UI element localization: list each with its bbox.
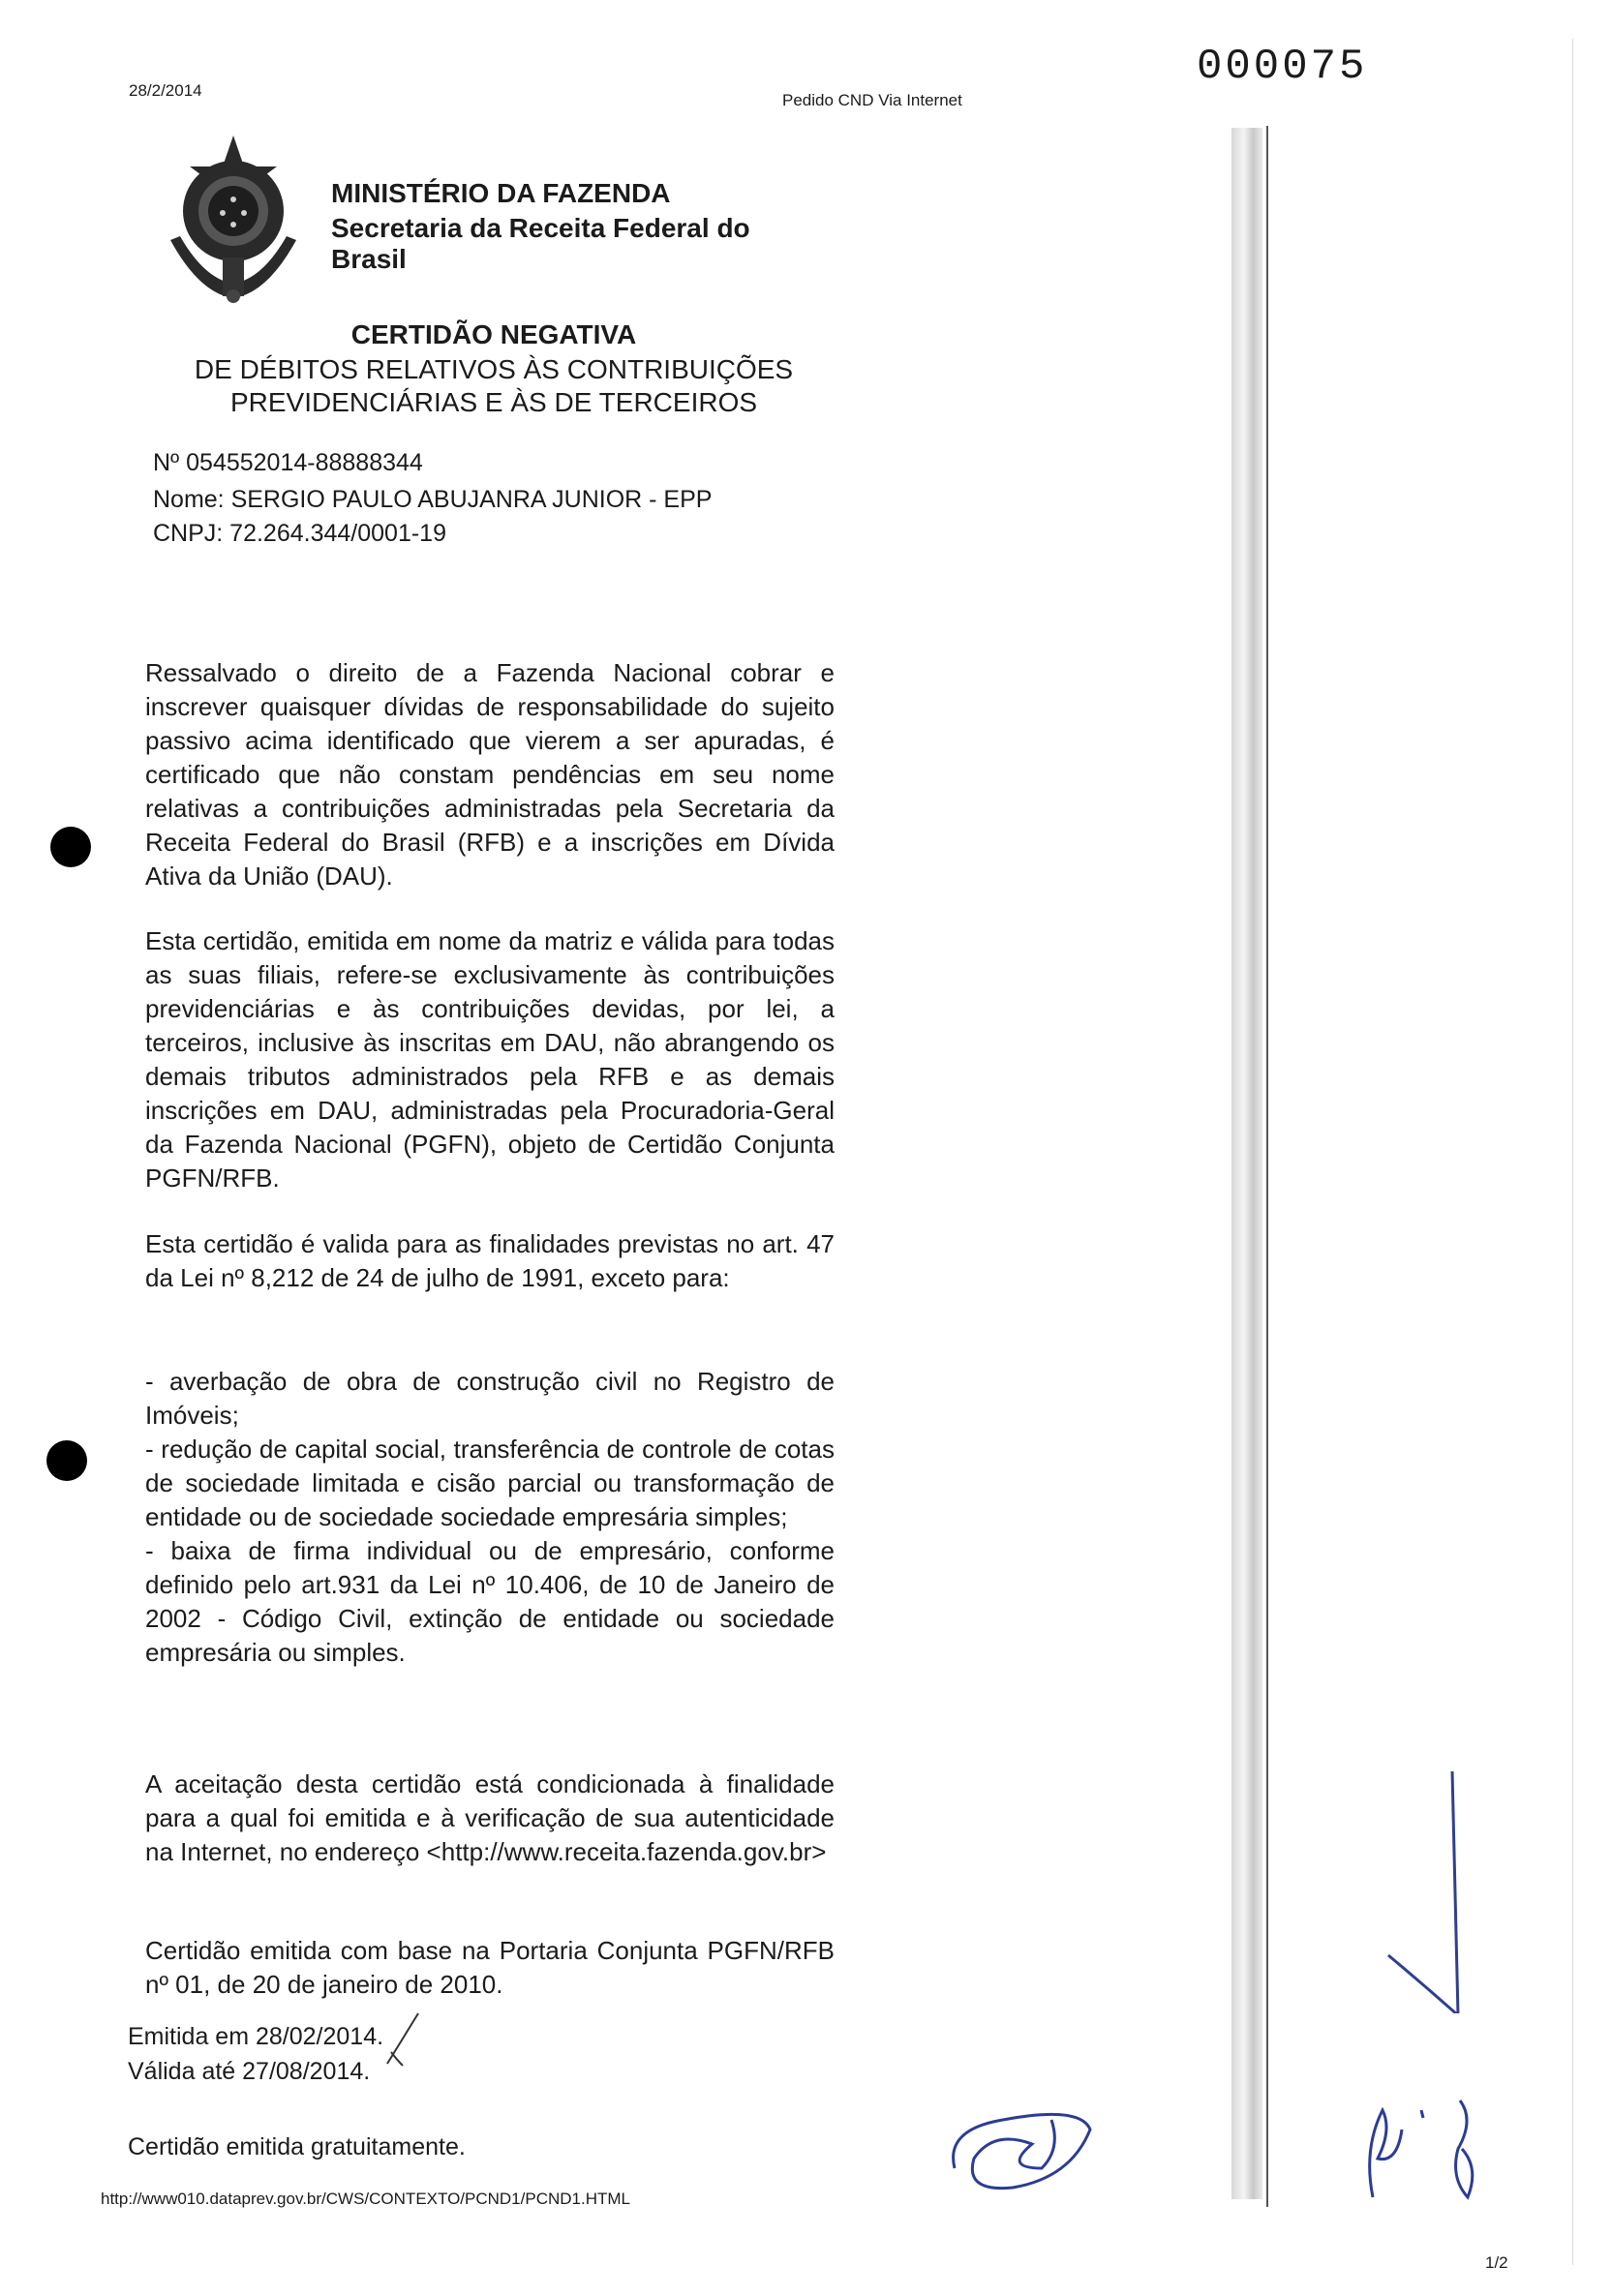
punch-hole [50, 827, 91, 867]
handwritten-rubric-icon [945, 2091, 1100, 2197]
body-paragraph: A aceitação desta certidão está condicionada à finalidade para a qual foi emitida e à verificação de sua autenticidade na Internet, no endereço <http://www.receita.fazenda.gov.br> [145, 1769, 835, 1866]
body-paragraph: Ressalvado o direito de a Fazenda Nacional cobrar e inscrever quaisquer dívidas de responsabilidade do sujeito passivo acima identificado que vierem a ser apuradas, é certificado que não constam pendências em seu nome relativas a contribuições administradas pela Secretaria da Receita Federal do Brasil (RFB) e a inscrições em Dívida Ativa da União (DAU). [145, 658, 835, 891]
body-paragraph: Esta certidão, emitida em nome da matriz e válida para todas as suas filiais, refere-se exclusivamente às contribuições previdenciárias e às contribuições devidas, por lei, a terceiros, inclusive às inscritas em DAU, não abrangendo os demais tributos administrados pela RFB e as demais inscrições em DAU, administradas pela Procuradoria-Geral da Fazenda Nacional (PGFN), objeto de Certidão Conjunta PGFN/RFB. [145, 926, 835, 1193]
secretariat-name-line1: Secretaria da Receita Federal do [331, 213, 750, 243]
body-paragraph: Esta certidão é valida para as finalidades previstas no art. 47 da Lei nº 8,212 de 24 de julho de 1991, exceto para: [145, 1229, 835, 1292]
exceptions-list: - averbação de obra de construção civil no Registro de Imóveis; - redução de capital social, transferência de controle de cotas de sociedade limitada e cisão parcial ou transformação de entidade ou de sociedade sociedade empresária simples; - baixa de firma individual ou de empresário, conforme definido pelo art.931 da Lei nº 10.406, de 10 de Janeiro de 2002 - Código Civil, extinção de entidade ou sociedade empresária ou simples. [145, 1367, 835, 1667]
handwritten-folio-mark-icon [1353, 2091, 1499, 2207]
punch-hole [46, 1440, 87, 1481]
issued-date: Emitida em 28/02/2014. [128, 2023, 384, 2050]
print-source: Pedido CND Via Internet [782, 91, 962, 109]
ministry-name: MINISTÉRIO DA FAZENDA [331, 178, 671, 208]
scan-binding-line [1266, 126, 1268, 2207]
certificate-subtitle-line1: DE DÉBITOS RELATIVOS ÀS CONTRIBUIÇÕES [194, 354, 794, 384]
footer-url: http://www010.dataprev.gov.br/CWS/CONTEXTO/PCND1/PCND1.HTML [101, 2190, 630, 2208]
holder-name: Nome: SERGIO PAULO ABUJANRA JUNIOR - EPP [153, 486, 713, 513]
certificate-number: Nº 054552014-88888344 [153, 449, 423, 476]
page-number: 1/2 [1485, 2253, 1508, 2272]
page-edge-rule [1572, 39, 1573, 2265]
secretariat-name-line2: Brasil [331, 244, 407, 274]
free-issuance-note: Certidão emitida gratuitamente. [128, 2133, 466, 2160]
certificate-title: CERTIDÃO NEGATIVA [350, 319, 637, 349]
page-stamp-number: 000075 [1197, 43, 1368, 91]
brazil-coat-of-arms-icon [161, 134, 306, 308]
handwritten-tick-icon [383, 2009, 422, 2068]
holder-cnpj: CNPJ: 72.264.344/0001-19 [153, 520, 446, 547]
body-paragraph: Certidão emitida com base na Portaria Conjunta PGFN/RFB nº 01, de 20 de janeiro de 2010. [145, 1936, 835, 1999]
scan-binding-strip [1231, 128, 1262, 2199]
valid-until-date: Válida até 27/08/2014. [128, 2058, 371, 2085]
certificate-subtitle-line2: PREVIDENCIÁRIAS E ÀS DE TERCEIROS [229, 387, 758, 417]
print-date: 28/2/2014 [129, 81, 202, 100]
handwritten-check-mark-icon [1384, 1762, 1472, 2013]
